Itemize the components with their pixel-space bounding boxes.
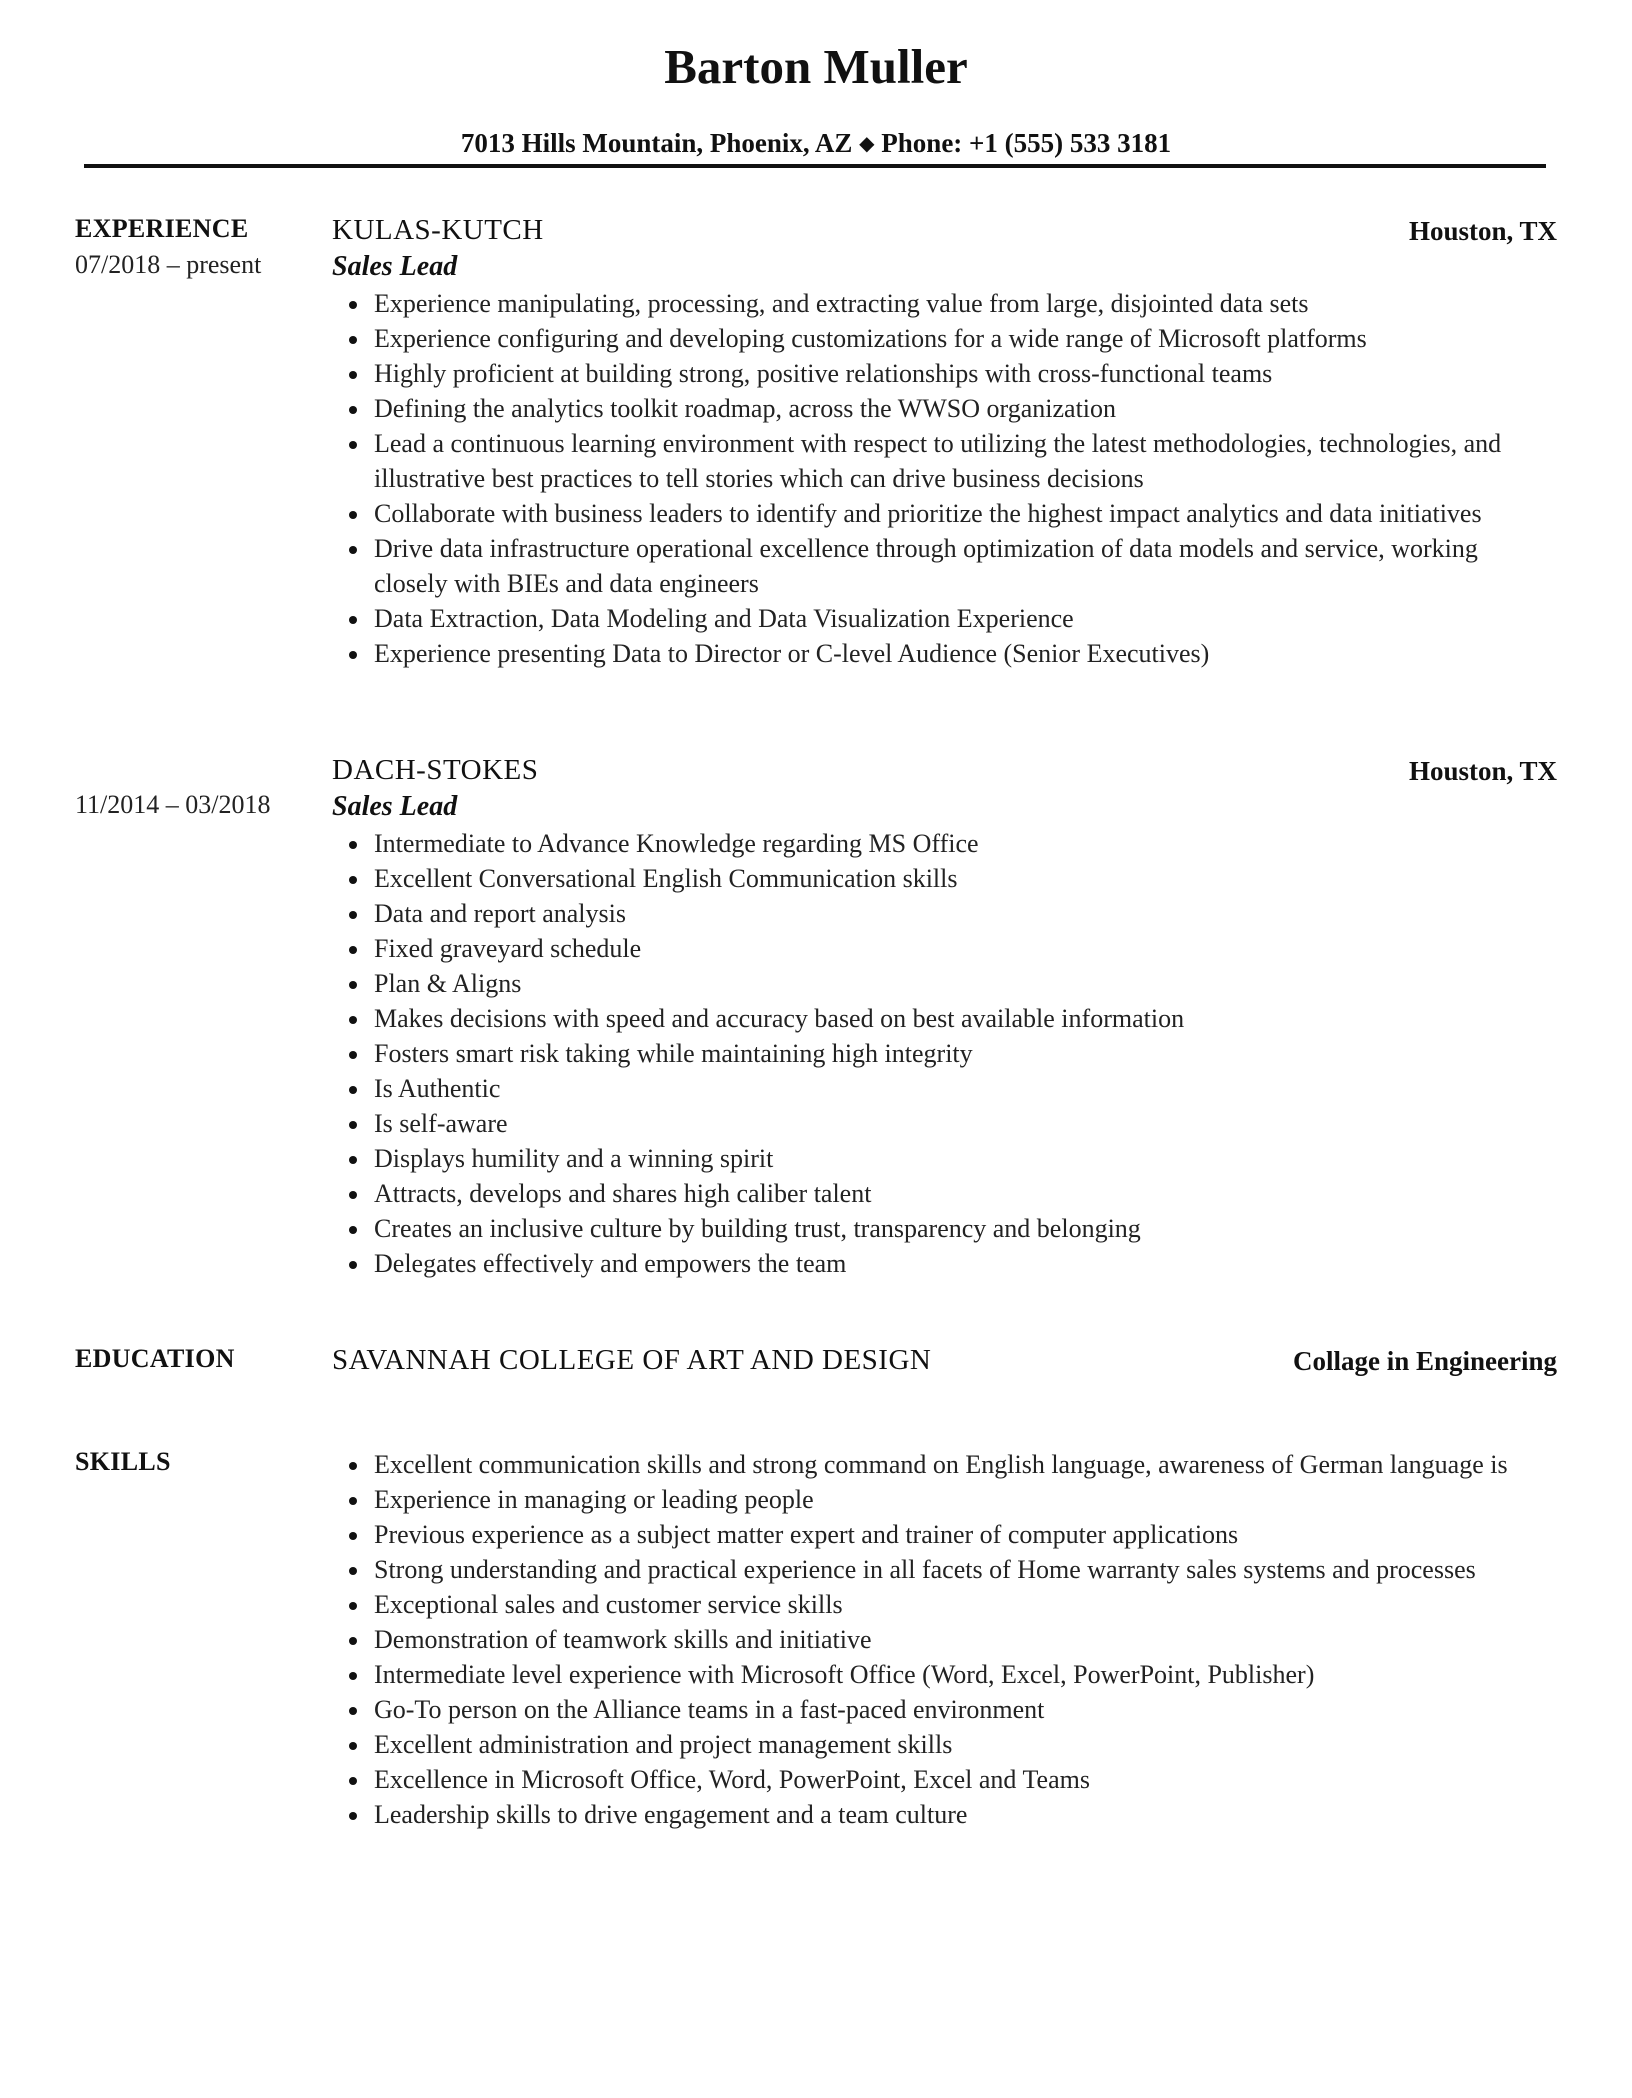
job-location: Houston, TX xyxy=(1408,756,1557,786)
list-item: Go-To person on the Alliance teams in a fast-paced environment xyxy=(340,1692,1520,1727)
section-label-skills: SKILLS xyxy=(75,1447,171,1476)
list-item: Fixed graveyard schedule xyxy=(340,931,1520,966)
list-item: Previous experience as a subject matter expert and trainer of computer applications xyxy=(340,1517,1520,1552)
list-item: Experience presenting Data to Director or C-level Audience (Senior Executives) xyxy=(340,636,1520,671)
list-item: Lead a continuous learning environment with respect to utilizing the latest methodologies, technologies, and illustrative best practices to tell stories which can drive business decisions xyxy=(340,426,1520,496)
diamond-separator-icon: ◆ xyxy=(859,133,875,155)
list-item: Makes decisions with speed and accuracy based on best available information xyxy=(340,1001,1520,1036)
list-item: Intermediate to Advance Knowledge regarding MS Office xyxy=(340,826,1520,861)
school-name: SAVANNAH COLLEGE OF ART AND DESIGN xyxy=(332,1344,932,1376)
list-item: Fosters smart risk taking while maintaining high integrity xyxy=(340,1036,1520,1071)
list-item: Collaborate with business leaders to identify and prioritize the highest impact analytics and data initiatives xyxy=(340,496,1520,531)
list-item: Creates an inclusive culture by building trust, transparency and belonging xyxy=(340,1211,1520,1246)
list-item: Excellent Conversational English Communication skills xyxy=(340,861,1520,896)
list-item: Experience in managing or leading people xyxy=(340,1482,1520,1517)
list-item: Excellence in Microsoft Office, Word, PowerPoint, Excel and Teams xyxy=(340,1762,1520,1797)
header-divider xyxy=(84,164,1546,168)
list-item: Displays humility and a winning spirit xyxy=(340,1141,1520,1176)
job-company: KULAS-KUTCH xyxy=(332,214,544,246)
list-item: Defining the analytics toolkit roadmap, across the WWSO organization xyxy=(340,391,1520,426)
section-label-experience: EXPERIENCE xyxy=(75,214,249,243)
list-item: Drive data infrastructure operational excellence through optimization of data models and service, working closely with BIEs and data engineers xyxy=(340,531,1520,601)
list-item: Intermediate level experience with Microsoft Office (Word, Excel, PowerPoint, Publisher) xyxy=(340,1657,1520,1692)
job-bullets xyxy=(340,826,1520,1281)
list-item: Data and report analysis xyxy=(340,896,1520,931)
list-item: Plan & Aligns xyxy=(340,966,1520,1001)
list-item: Attracts, develops and shares high caliber talent xyxy=(340,1176,1520,1211)
degree: Collage in Engineering xyxy=(1292,1346,1557,1376)
phone: Phone: +1 (555) 533 3181 xyxy=(881,128,1172,158)
section-label-education: EDUCATION xyxy=(75,1344,235,1373)
job-dates: 11/2014 – 03/2018 xyxy=(75,790,271,819)
job-title: Sales Lead xyxy=(332,251,458,282)
list-item: Is self-aware xyxy=(340,1106,1520,1141)
candidate-name: Barton Muller xyxy=(664,39,968,94)
list-item: Demonstration of teamwork skills and initiative xyxy=(340,1622,1520,1657)
job-dates: 07/2018 – present xyxy=(75,250,262,279)
list-item: Experience configuring and developing customizations for a wide range of Microsoft platforms xyxy=(340,321,1520,356)
job-bullets xyxy=(340,286,1520,671)
contact-line xyxy=(0,128,1632,159)
list-item: Excellent administration and project management skills xyxy=(340,1727,1520,1762)
list-item: Excellent communication skills and strong command on English language, awareness of German language is xyxy=(340,1447,1520,1482)
job-company: DACH-STOKES xyxy=(332,754,539,786)
address: 7013 Hills Mountain, Phoenix, AZ xyxy=(460,128,853,158)
job-title: Sales Lead xyxy=(332,791,458,822)
list-item: Data Extraction, Data Modeling and Data Visualization Experience xyxy=(340,601,1520,636)
list-item: Experience manipulating, processing, and extracting value from large, disjointed data sets xyxy=(340,286,1520,321)
list-item: Exceptional sales and customer service skills xyxy=(340,1587,1520,1622)
list-item: Leadership skills to drive engagement and a team culture xyxy=(340,1797,1520,1832)
list-item: Delegates effectively and empowers the team xyxy=(340,1246,1520,1281)
skills-list xyxy=(340,1447,1520,1832)
list-item: Highly proficient at building strong, positive relationships with cross-functional teams xyxy=(340,356,1520,391)
job-location: Houston, TX xyxy=(1408,216,1557,246)
list-item: Is Authentic xyxy=(340,1071,1520,1106)
list-item: Strong understanding and practical experience in all facets of Home warranty sales systems and processes xyxy=(340,1552,1520,1587)
